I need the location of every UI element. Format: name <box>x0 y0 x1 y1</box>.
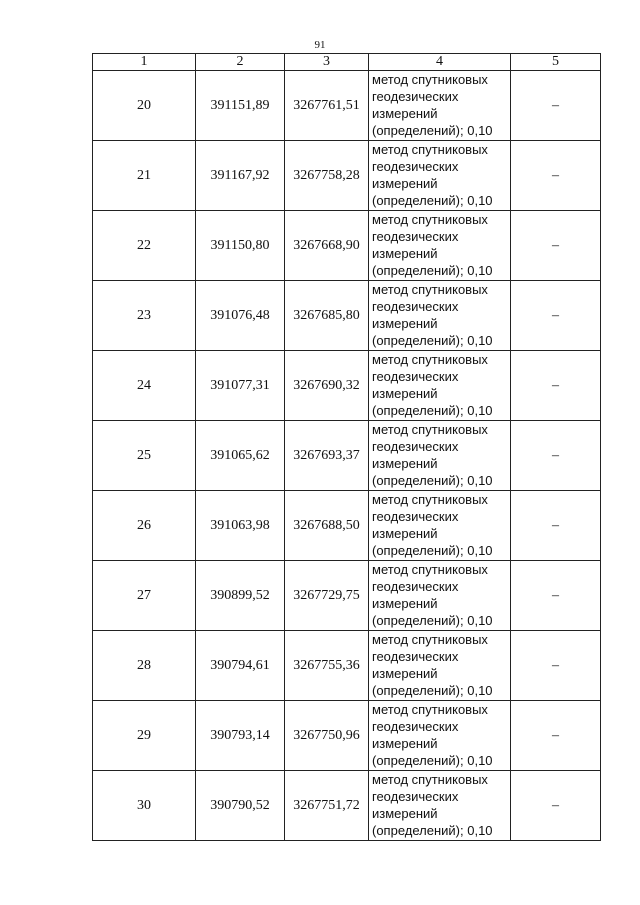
y-coordinate-cell: 3267729,75 <box>285 561 369 631</box>
method-cell <box>369 631 511 701</box>
note-cell: – <box>511 281 601 351</box>
method-text-line: геодезических <box>372 509 459 524</box>
point-number-cell: 26 <box>93 491 196 561</box>
method-text-line: метод спутниковых <box>372 772 488 787</box>
method-cell <box>369 561 511 631</box>
x-coordinate-cell: 391167,92 <box>196 141 285 211</box>
method-text-line: геодезических <box>372 439 459 454</box>
method-text-line: (определений); 0,10 <box>372 403 493 418</box>
table-row <box>93 351 601 421</box>
point-number-cell: 25 <box>93 421 196 491</box>
method-text-line: (определений); 0,10 <box>372 683 493 698</box>
method-text-line: измерений <box>372 526 438 541</box>
column-header-3: 3 <box>285 54 369 71</box>
method-text-line: геодезических <box>372 159 459 174</box>
method-text-line: геодезических <box>372 649 459 664</box>
method-text-line: метод спутниковых <box>372 702 488 717</box>
y-coordinate-cell: 3267761,51 <box>285 71 369 141</box>
method-cell <box>369 421 511 491</box>
table-row <box>93 491 601 561</box>
coordinates-table <box>92 53 601 841</box>
point-number-cell: 22 <box>93 211 196 281</box>
method-text-line: метод спутниковых <box>372 72 488 87</box>
header-row <box>93 54 601 71</box>
note-cell: – <box>511 141 601 211</box>
table-row <box>93 141 601 211</box>
method-text-line: измерений <box>372 246 438 261</box>
note-cell: – <box>511 491 601 561</box>
method-text-line: (определений); 0,10 <box>372 263 493 278</box>
point-number-cell: 24 <box>93 351 196 421</box>
note-cell: – <box>511 421 601 491</box>
column-header-4: 4 <box>369 54 511 71</box>
column-header-5: 5 <box>511 54 601 71</box>
column-header-2: 2 <box>196 54 285 71</box>
note-cell: – <box>511 211 601 281</box>
y-coordinate-cell: 3267750,96 <box>285 701 369 771</box>
method-text-line: (определений); 0,10 <box>372 333 493 348</box>
method-text-line: (определений); 0,10 <box>372 123 493 138</box>
x-coordinate-cell: 391151,89 <box>196 71 285 141</box>
note-cell: – <box>511 631 601 701</box>
method-text-line: измерений <box>372 456 438 471</box>
y-coordinate-cell: 3267758,28 <box>285 141 369 211</box>
method-text-line: метод спутниковых <box>372 352 488 367</box>
method-text-line: (определений); 0,10 <box>372 473 493 488</box>
page-number: 91 <box>314 39 326 51</box>
method-cell <box>369 141 511 211</box>
table-row <box>93 421 601 491</box>
table-row <box>93 281 601 351</box>
point-number-cell: 29 <box>93 701 196 771</box>
table-row <box>93 701 601 771</box>
y-coordinate-cell: 3267693,37 <box>285 421 369 491</box>
x-coordinate-cell: 391150,80 <box>196 211 285 281</box>
method-text-line: геодезических <box>372 719 459 734</box>
method-cell <box>369 771 511 841</box>
point-number-cell: 20 <box>93 71 196 141</box>
point-number-cell: 28 <box>93 631 196 701</box>
x-coordinate-cell: 391065,62 <box>196 421 285 491</box>
x-coordinate-cell: 390793,14 <box>196 701 285 771</box>
x-coordinate-cell: 390790,52 <box>196 771 285 841</box>
y-coordinate-cell: 3267690,32 <box>285 351 369 421</box>
point-number-cell: 27 <box>93 561 196 631</box>
method-text-line: (определений); 0,10 <box>372 543 493 558</box>
point-number-cell: 21 <box>93 141 196 211</box>
note-cell: – <box>511 561 601 631</box>
method-text-line: измерений <box>372 736 438 751</box>
method-cell <box>369 701 511 771</box>
method-text-line: измерений <box>372 316 438 331</box>
method-cell <box>369 281 511 351</box>
method-text-line: геодезических <box>372 89 459 104</box>
method-text-line: геодезических <box>372 789 459 804</box>
column-header-1: 1 <box>93 54 196 71</box>
y-coordinate-cell: 3267685,80 <box>285 281 369 351</box>
table-row <box>93 631 601 701</box>
method-text-line: (определений); 0,10 <box>372 823 493 838</box>
y-coordinate-cell: 3267668,90 <box>285 211 369 281</box>
note-cell: – <box>511 71 601 141</box>
x-coordinate-cell: 391077,31 <box>196 351 285 421</box>
x-coordinate-cell: 390899,52 <box>196 561 285 631</box>
table-row <box>93 71 601 141</box>
x-coordinate-cell: 390794,61 <box>196 631 285 701</box>
method-text-line: (определений); 0,10 <box>372 613 493 628</box>
note-cell: – <box>511 701 601 771</box>
method-text-line: измерений <box>372 666 438 681</box>
table-row <box>93 211 601 281</box>
x-coordinate-cell: 391076,48 <box>196 281 285 351</box>
note-cell: – <box>511 351 601 421</box>
method-text-line: метод спутниковых <box>372 422 488 437</box>
note-cell: – <box>511 771 601 841</box>
method-text-line: геодезических <box>372 369 459 384</box>
method-text-line: метод спутниковых <box>372 562 488 577</box>
method-cell <box>369 211 511 281</box>
method-text-line: геодезических <box>372 579 459 594</box>
method-text-line: измерений <box>372 176 438 191</box>
method-text-line: геодезических <box>372 299 459 314</box>
method-text-line: метод спутниковых <box>372 492 488 507</box>
method-cell <box>369 491 511 561</box>
method-text-line: геодезических <box>372 229 459 244</box>
table-row <box>93 561 601 631</box>
x-coordinate-cell: 391063,98 <box>196 491 285 561</box>
point-number-cell: 23 <box>93 281 196 351</box>
y-coordinate-cell: 3267688,50 <box>285 491 369 561</box>
method-cell <box>369 71 511 141</box>
method-text-line: (определений); 0,10 <box>372 193 493 208</box>
method-cell <box>369 351 511 421</box>
y-coordinate-cell: 3267751,72 <box>285 771 369 841</box>
point-number-cell: 30 <box>93 771 196 841</box>
y-coordinate-cell: 3267755,36 <box>285 631 369 701</box>
method-text-line: метод спутниковых <box>372 632 488 647</box>
method-text-line: измерений <box>372 106 438 121</box>
table-row <box>93 771 601 841</box>
method-text-line: измерений <box>372 386 438 401</box>
method-text-line: метод спутниковых <box>372 282 488 297</box>
method-text-line: измерений <box>372 596 438 611</box>
method-text-line: метод спутниковых <box>372 142 488 157</box>
method-text-line: измерений <box>372 806 438 821</box>
method-text-line: метод спутниковых <box>372 212 488 227</box>
method-text-line: (определений); 0,10 <box>372 753 493 768</box>
table-body <box>93 71 601 841</box>
